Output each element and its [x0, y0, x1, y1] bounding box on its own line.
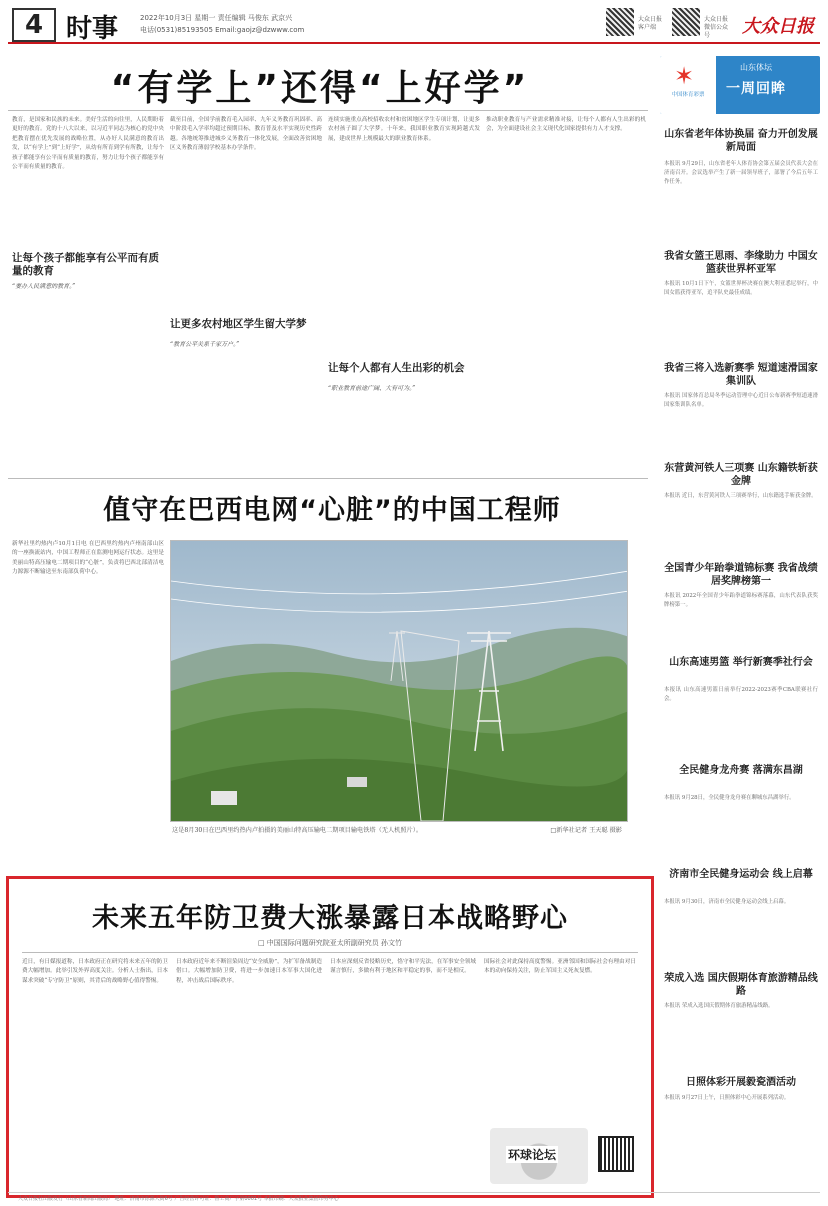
- sidebar-item-title: 荣成入选 国庆假期体育旅游精品线路: [664, 973, 818, 997]
- lead-subhead-3: 让每个人都有人生出彩的机会: [328, 362, 478, 375]
- sidebar-item-body: 本报讯 荣成入选国庆假期体育旅游精品线路。: [664, 1003, 774, 1009]
- section-title: 时事: [66, 14, 119, 44]
- opinion-column-3: 日本应深刻反省侵略历史，恪守和平宪法，在军事安全领域谨言慎行，多做有利于地区和平稳定的事，而不是相反。: [330, 959, 476, 975]
- sidebar-item-body: 本报讯 9月27日上午，日照体彩中心开展系列活动。: [664, 1095, 790, 1101]
- lottery-logo-area: [660, 56, 716, 114]
- qr-code-icon: [606, 8, 634, 36]
- lead-column-2: 截至目前，全国学前教育毛入园率、九年义务教育巩固率、高中阶段毛入学率均超过预期目标，教育普及水平实现历史性跨越。各地统筹推进城乡义务教育一体化发展，全面改善贫困地区义务教育薄弱学校基本办学条件。: [170, 117, 322, 152]
- opinion-column-4: 国际社会对此保持高度警惕。亚洲邻国和国际社会有理由对日本的动向保持关注，防止军国主义死灰复燃。: [484, 959, 636, 975]
- page-footer: 大众日报社出版发行（山东省新闻出版局） 地址：济南市泺源大街6号 广告经营许可证：鲁工商广字第0001号 本报印刷：大众报业集团印务中心: [8, 1192, 820, 1204]
- sidebar-item-title: 山东省老年体协换届 奋力开创发展新局面: [664, 129, 818, 153]
- qr2-label: 大众日报微信公众号: [704, 16, 729, 39]
- qr-code-icon: [598, 1136, 634, 1172]
- banner-subtitle: 山东体坛: [740, 63, 772, 72]
- engineer-headline: 值守在巴西电网“心脏”的中国工程师: [103, 495, 561, 526]
- page-number: 4: [12, 8, 56, 42]
- photo-landscape: [171, 541, 628, 822]
- lead-column-4: 推动职业教育与产业需求精准对接，让每个人都有人生出彩的机会，为全面建设社会主义现代化国家提供有力人才支撑。: [486, 117, 646, 133]
- lead-column-3: 连续实施重点高校招收农村和贫困地区学生专项计划，让更多农村孩子圆了大学梦。十年来，我国职业教育实现跨越式发展，建成世界上规模最大的职业教育体系。: [328, 117, 480, 142]
- opinion-byline: □ 中国国际问题研究院亚太所副研究员 孙文竹: [257, 939, 403, 947]
- sidebar-item-title: 东营黄河铁人三项赛 山东籍铁斩获金牌: [664, 463, 818, 487]
- lead-quote-1: “要办人民满意的教育。”: [12, 282, 162, 292]
- photo-credit: □新华社记者 王天聪 摄影: [550, 827, 622, 834]
- lead-headline: “有学上”还得“上好学”: [110, 68, 530, 109]
- lead-quote-3: “职业教育前途广阔、大有可为。”: [328, 384, 478, 394]
- masthead-date-editor: 2022年10月3日 星期一 责任编辑 马俊东 武京兴: [140, 14, 293, 22]
- opinion-column-name: 环球论坛: [508, 1148, 557, 1162]
- masthead-meta: [140, 12, 304, 36]
- sidebar-item-body: 本报讯 近日，东营黄河铁人三项赛举行，山东籍选手斩获金牌。: [664, 493, 817, 499]
- lead-quote-2: “教育公平关系千家万户。”: [170, 340, 320, 350]
- sidebar-item-title: 山东高速男篮 举行新赛季社行会: [664, 656, 818, 669]
- paper-logo: 大众日报: [742, 16, 814, 37]
- sidebar-item-title: 我省三将入选新赛季 短道速滑国家集训队: [664, 363, 818, 387]
- engineer-body: 新华社里约热内卢10月1日电 在巴西里约热内卢州南部山区的一座换流站内，中国工程师正在监测电网运行状态。这里是美丽山特高压输电二期项目的“心脏”，负责将巴西北部清洁电力源源不断输送至东南部负荷中心。: [12, 541, 164, 576]
- lead-column-1: 教育，是国家和民族的未来。美好生活的向往里，人民期盼着更好的教育。党的十八大以来，以习近平同志为核心的党中央把教育摆在优先发展的战略位置，从办好人民满意的教育出发，以“有学上”到“上好学”，从幼有所育到学有所教，让每个孩子都能享有公平而有质量的教育，努力让每个孩子都能享有公平而有质量的教育。: [12, 117, 164, 171]
- sidebar-banner: [660, 56, 820, 114]
- sidebar-item-title: 我省女篮王思雨、李缘助力 中国女篮获世界杯亚军: [664, 251, 818, 275]
- divider: [8, 110, 648, 111]
- opinion-headline: 未来五年防卫费大涨暴露日本战略野心: [92, 903, 568, 934]
- photo-caption-text: 这是8月30日在巴西里约热内卢拍摄的美丽山特高压输电二期项目输电铁塔（无人机照片）。: [172, 827, 423, 834]
- sidebar-item-body: 本报讯 9月28日，全民健身龙舟赛在聊城东昌湖举行。: [664, 795, 795, 801]
- sidebar-item-body: 本报讯 9月29日，山东省老年人体育协会第五届会员代表大会在济南召开。会议选举产生了新一届领导班子，部署了今后五年工作任务。: [664, 161, 818, 185]
- sidebar-item-title: 全国青少年跆拳道锦标赛 我省战绩居奖牌榜第一: [664, 563, 818, 587]
- lead-subhead-1: 让每个孩子都能享有公平而有质量的教育: [12, 252, 162, 278]
- lead-subhead-2: 让更多农村地区学生留大学梦: [170, 318, 320, 331]
- sidebar-item-body: 本报讯 10月1日下午，女篮世界杯决赛在澳大利亚悉尼举行，中国女篮获得亚军，追平队史最佳成绩。: [664, 281, 818, 296]
- sidebar-item-title: 济南市全民健身运动会 线上启幕: [664, 868, 818, 881]
- masthead: [8, 6, 820, 44]
- divider: [8, 478, 648, 479]
- sidebar-item-body: 本报讯 2022年全国青少年跆拳道锦标赛落幕，山东代表队获奖牌榜第一。: [664, 593, 818, 608]
- transmission-tower-photo: [170, 540, 628, 822]
- sidebar-item-body: 本报讯 山东高速男篮日前举行2022-2023赛季CBA联赛社行会。: [664, 687, 818, 702]
- sidebar-item-body: 本报讯 国家体育总局冬季运动管理中心近日公布新赛季短道速滑国家集训队名单。: [664, 393, 818, 408]
- opinion-column-1: 近日，有日媒报道称，日本政府正在研究将未来五年的防卫费大幅增加。此举引发外界高度关注。分析人士指出，日本谋求突破“专守防卫”原则，其背后的战略野心值得警惕。: [22, 959, 168, 984]
- qr1-label: 大众日报客户端: [638, 16, 663, 31]
- qr-code-icon: [672, 8, 700, 36]
- star-icon: ✶: [674, 62, 695, 90]
- sidebar-item-title: 全民健身龙舟赛 落满东昌湖: [664, 764, 818, 777]
- lottery-logo-text: 中国体育彩票: [671, 92, 705, 98]
- photo-caption: [172, 826, 628, 836]
- divider: [22, 952, 638, 953]
- masthead-contact: 电话(0531)85193505 Email:gaojz@dzwww.com: [140, 26, 305, 34]
- banner-title: 一周回眸: [726, 81, 786, 97]
- opinion-column-2: 日本政府近年来不断渲染周边“安全威胁”，为扩军备战制造借口。大幅增加防卫费，将进一步加速日本军事大国化进程，冲击战后国际秩序。: [176, 959, 322, 984]
- sidebar-item-body: 本报讯 9月30日，济南市全民健身运动会线上启幕。: [664, 899, 790, 905]
- sidebar-item-title: 日照体彩开展毅瓷酒活动: [664, 1076, 818, 1089]
